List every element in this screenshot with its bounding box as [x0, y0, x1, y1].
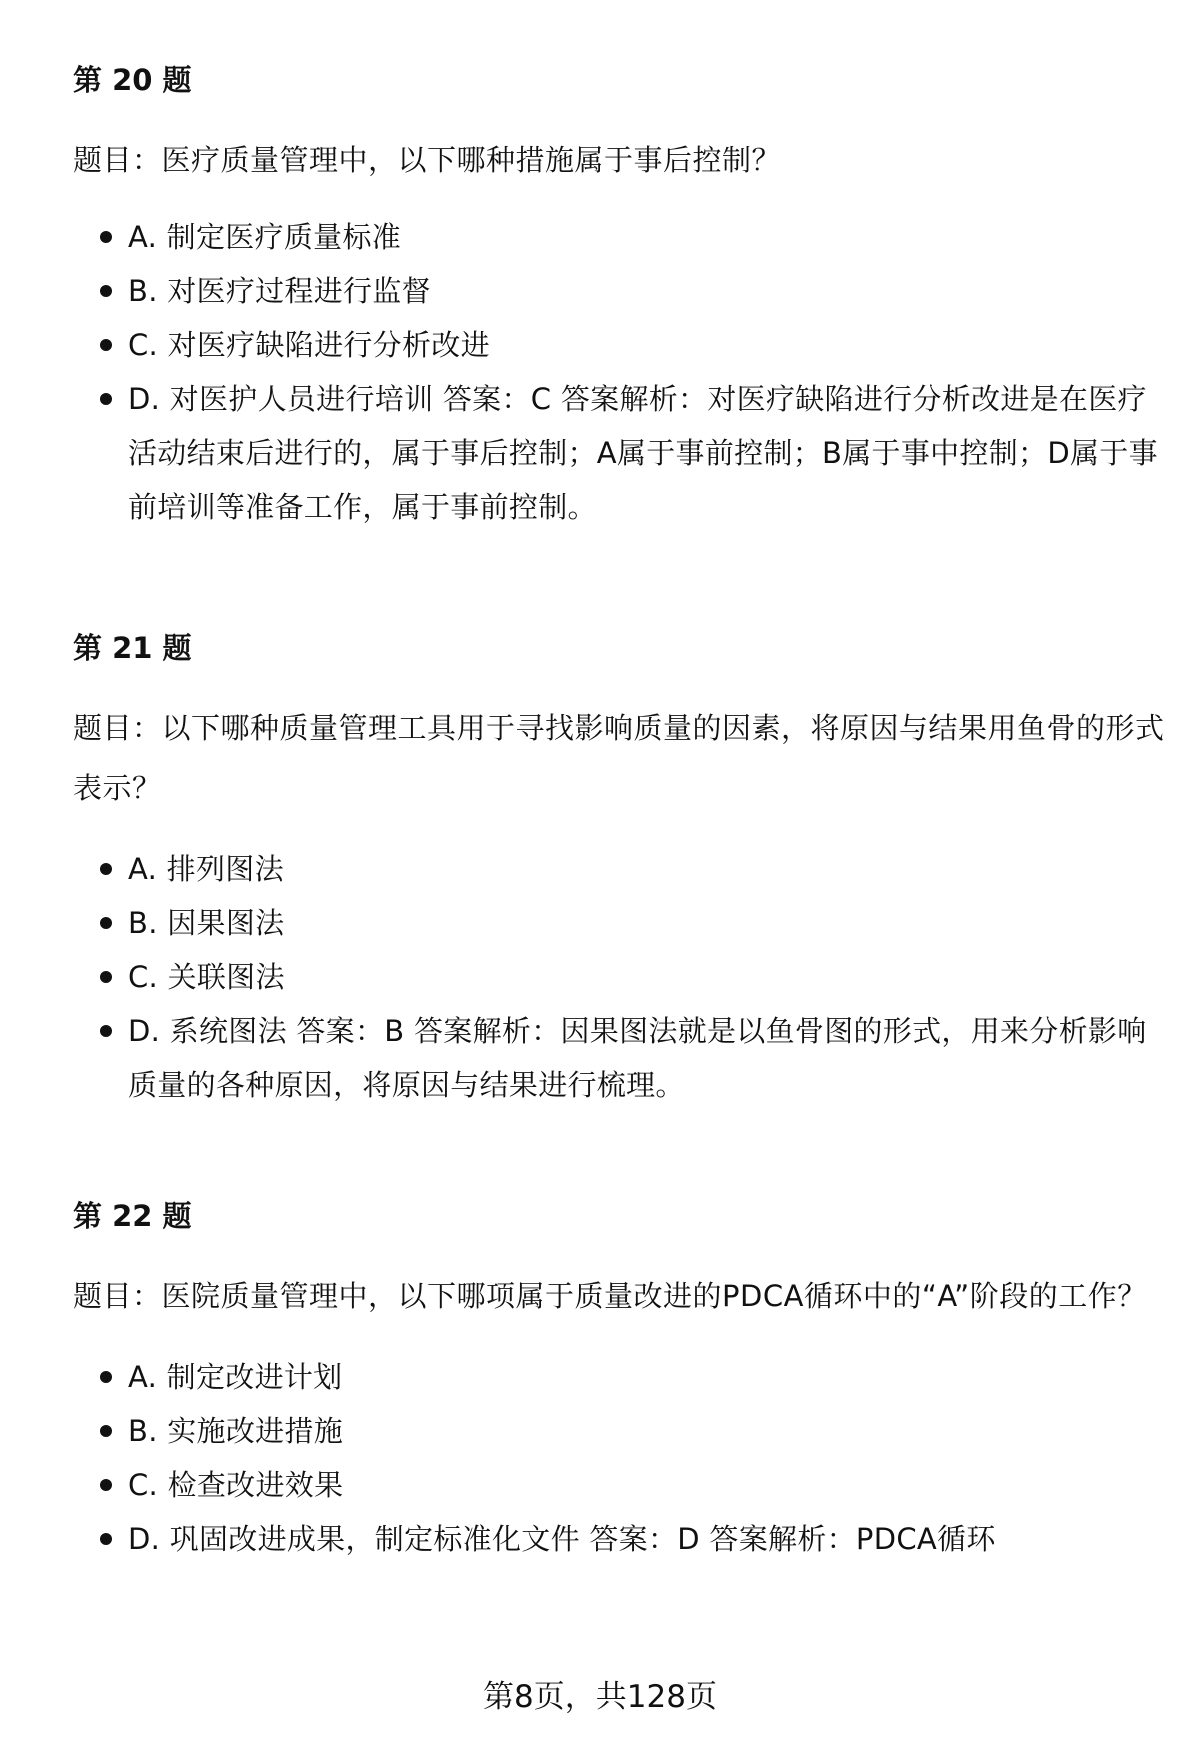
bullet-icon: [100, 1533, 112, 1545]
option-text: D. 巩固改进成果，制定标准化文件 答案：D 答案解析：PDCA循环: [128, 1522, 996, 1556]
option-b: [73, 896, 1165, 950]
option-text: A. 排列图法: [128, 852, 284, 886]
option-d: [73, 1512, 1165, 1566]
bullet-icon: [100, 339, 112, 351]
option-text: D. 对医护人员进行培训 答案：C 答案解析：对医疗缺陷进行分析改进是在医疗活动结束后进行的，属于事后控制；A属于事前控制；B属于事中控制；D属于事前培训等准备工作，属于事前控制。: [128, 382, 1158, 524]
options-list: [73, 210, 1165, 534]
bullet-icon: [100, 285, 112, 297]
option-text: A. 制定医疗质量标准: [128, 220, 402, 254]
option-a: [73, 842, 1165, 896]
option-c: [73, 950, 1165, 1004]
option-b: [73, 264, 1165, 318]
option-a: [73, 210, 1165, 264]
option-text: A. 制定改进计划: [128, 1360, 343, 1394]
option-text: D. 系统图法 答案：B 答案解析：因果图法就是以鱼骨图的形式，用来分析影响质量的各种原因，将原因与结果进行梳理。: [128, 1014, 1147, 1102]
option-c: [73, 318, 1165, 372]
question-heading: 第 21 题: [73, 631, 192, 665]
question-21: [73, 628, 1165, 1112]
question-stem: 题目：以下哪种质量管理工具用于寻找影响质量的因素，将原因与结果用鱼骨的形式表示？: [73, 711, 1165, 805]
option-d: [73, 1004, 1165, 1112]
option-text: B. 对医疗过程进行监督: [128, 274, 431, 308]
question-heading: 第 22 题: [73, 1199, 192, 1233]
bullet-icon: [100, 917, 112, 929]
bullet-icon: [100, 1425, 112, 1437]
question-stem: 题目：医疗质量管理中，以下哪种措施属于事后控制？: [73, 143, 782, 177]
option-text: B. 实施改进措施: [128, 1414, 344, 1448]
option-d: [73, 372, 1165, 534]
option-text: B. 因果图法: [128, 906, 285, 940]
page-number: 第8页，共128页: [483, 1679, 717, 1715]
options-list: [73, 1350, 1165, 1566]
option-text: C. 对医疗缺陷进行分析改进: [128, 328, 490, 362]
bullet-icon: [100, 863, 112, 875]
question-stem: 题目：医院质量管理中，以下哪项属于质量改进的PDCA循环中的“A”阶段的工作？: [73, 1279, 1147, 1313]
options-list: [73, 842, 1165, 1112]
question-20: [73, 60, 1165, 534]
bullet-icon: [100, 1025, 112, 1037]
bullet-icon: [100, 231, 112, 243]
question-heading: 第 20 题: [73, 63, 192, 97]
bullet-icon: [100, 1479, 112, 1491]
option-a: [73, 1350, 1165, 1404]
bullet-icon: [100, 1371, 112, 1383]
bullet-icon: [100, 393, 112, 405]
option-c: [73, 1458, 1165, 1512]
option-b: [73, 1404, 1165, 1458]
option-text: C. 关联图法: [128, 960, 285, 994]
option-text: C. 检查改进效果: [128, 1468, 344, 1502]
question-22: [73, 1196, 1165, 1566]
bullet-icon: [100, 971, 112, 983]
